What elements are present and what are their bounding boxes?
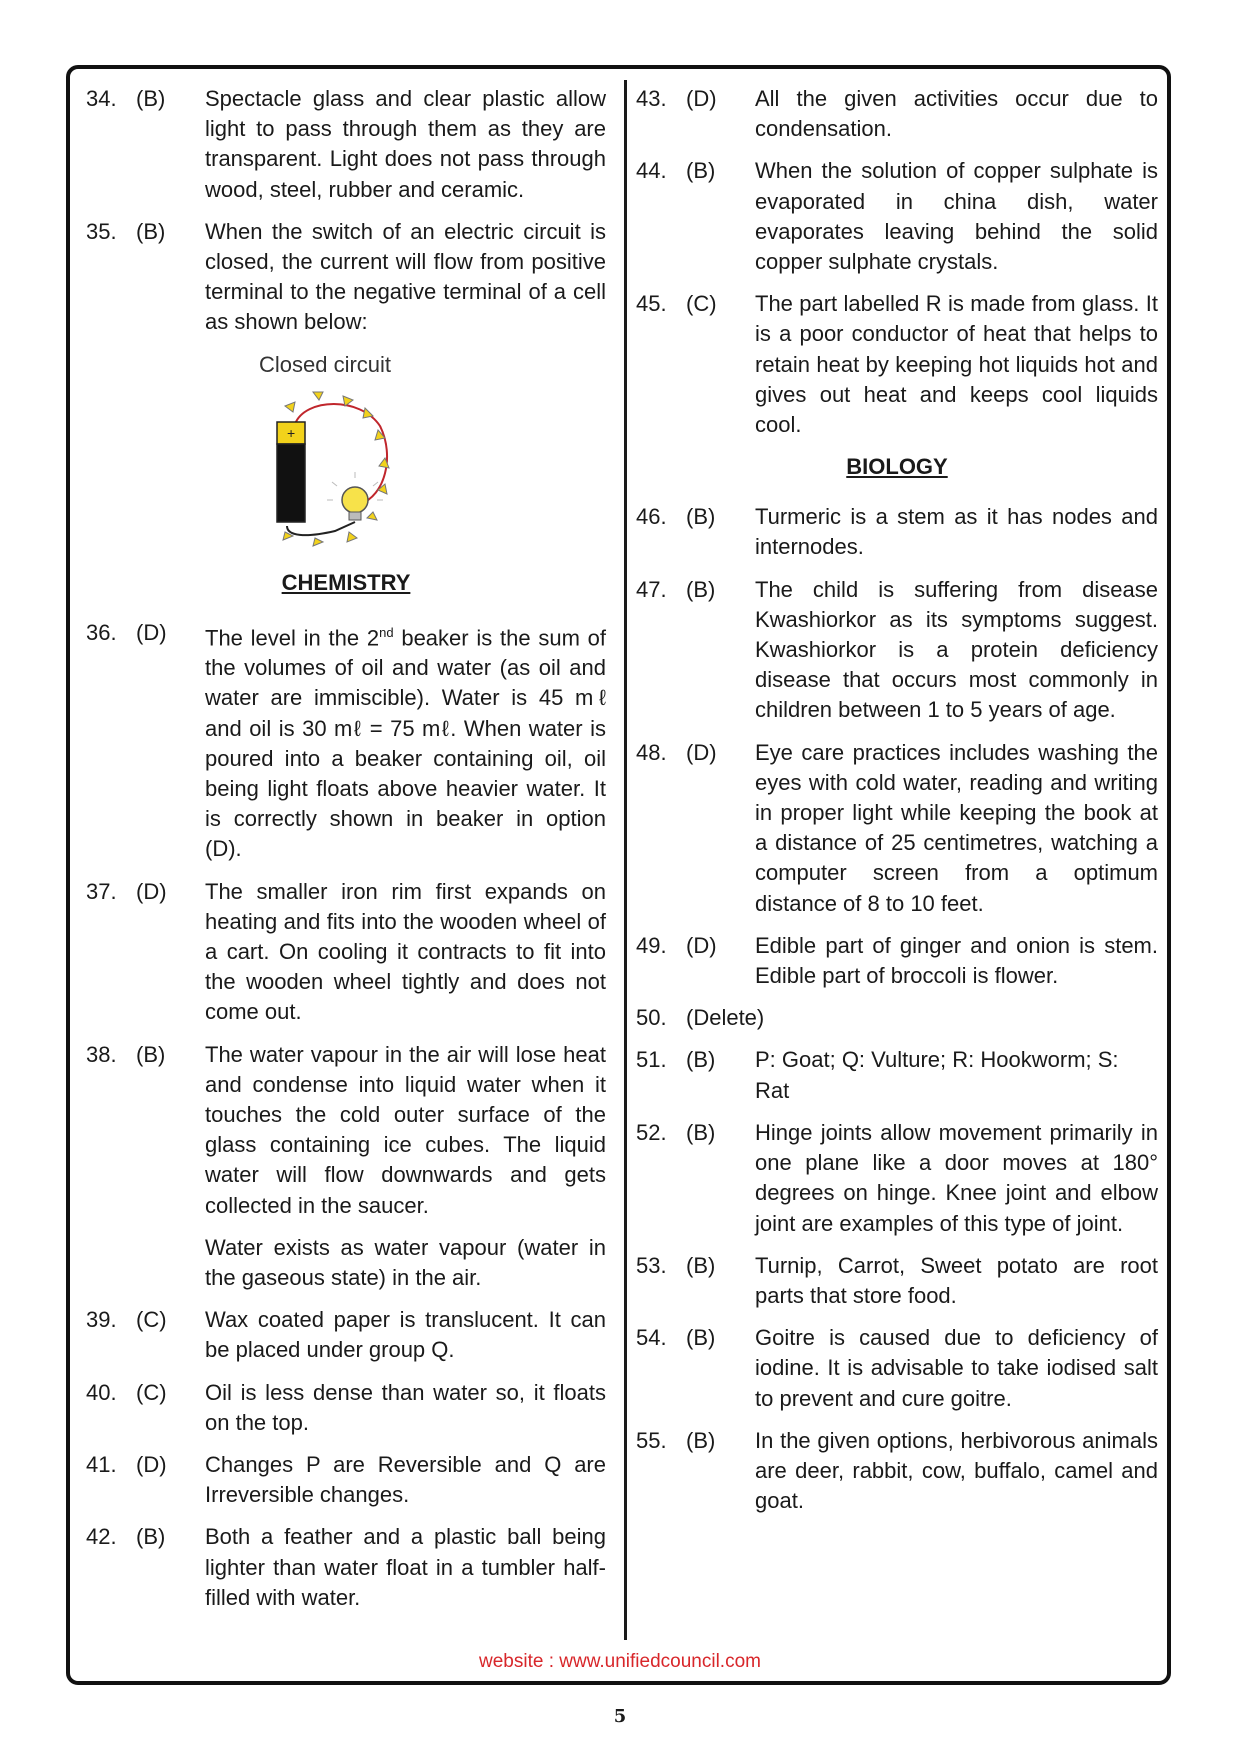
answer-54: [636, 1323, 1158, 1414]
question-number: 42.: [86, 1524, 117, 1550]
question-number: 49.: [636, 932, 667, 958]
answer-option: (C): [686, 291, 717, 317]
closed-circuit-figure: [205, 350, 445, 556]
answer-45: [636, 289, 1158, 440]
answer-option: (B): [686, 1119, 716, 1145]
answer-option: (B): [136, 218, 166, 244]
answer-43: [636, 84, 1158, 144]
answer-option: (B): [136, 86, 166, 111]
answer-option: (D): [136, 878, 167, 904]
explanation-part: The level in the 2: [205, 624, 380, 650]
answer-explanation: Hinge joints allow movement primarily in one plane like a door moves at 180° degrees on hinge. Knee joint and elbow joint are examples of this type of joint.: [755, 1119, 1158, 1236]
answer-42: [86, 1522, 606, 1613]
answer-option: (B): [686, 504, 716, 530]
answer-40: [86, 1378, 606, 1438]
answer-explanation: [205, 618, 606, 865]
section-heading-biology: BIOLOGY: [846, 454, 948, 480]
question-number: 53.: [636, 1252, 667, 1278]
question-number: 36.: [86, 619, 117, 645]
right-column: [636, 84, 1158, 1528]
answer-explanation: Turmeric is a stem as it has nodes and internodes.: [755, 504, 1158, 560]
answer-46: [636, 502, 1158, 562]
question-number: 35.: [86, 218, 117, 244]
question-number: 38.: [86, 1041, 117, 1067]
answer-option: (B): [686, 1427, 716, 1453]
answer-explanation: The part labelled R is made from glass. It is a poor conductor of heat that helps to retain heat by keeping hot liquids hot and gives out heat and keeps cool liquids cool.: [755, 291, 1158, 438]
answer-option: (C): [136, 1307, 167, 1333]
answer-44: [636, 156, 1158, 277]
answer-41: [86, 1450, 606, 1510]
question-number: 52.: [636, 1119, 667, 1145]
answer-38-note: Water exists as water vapour (water in the gaseous state) in the air.: [205, 1234, 606, 1291]
question-number: 48.: [636, 739, 667, 765]
answer-explanation: Goitre is caused due to deficiency of iodine. It is advisable to take iodised salt to prevent and cure goitre.: [755, 1325, 1158, 1411]
question-number: 37.: [86, 878, 117, 904]
answer-47: [636, 575, 1158, 726]
answer-35: [86, 217, 606, 338]
answer-51: [636, 1045, 1158, 1105]
answer-37: [86, 877, 606, 1028]
answer-option: (B): [686, 1325, 716, 1351]
answer-explanation: All the given activities occur due to condensation.: [755, 86, 1158, 142]
column-divider: [624, 80, 627, 1640]
answer-34: [86, 84, 606, 205]
answer-39: [86, 1305, 606, 1365]
answer-option: (B): [686, 158, 716, 184]
answer-50: [636, 1003, 1158, 1033]
answer-option: (D): [136, 619, 167, 645]
answer-explanation: Turnip, Carrot, Sweet potato are root parts that store food.: [755, 1252, 1158, 1308]
answer-option: (B): [136, 1041, 166, 1067]
question-number: 43.: [636, 86, 667, 111]
section-heading-chemistry: CHEMISTRY: [281, 569, 411, 595]
answer-explanation: Wax coated paper is translucent. It can be placed under group Q.: [205, 1307, 606, 1363]
answer-38: [86, 1040, 606, 1221]
question-number: 45.: [636, 291, 667, 317]
left-column: [86, 84, 606, 1625]
answer-explanation: Oil is less dense than water so, it floats on the top.: [205, 1379, 606, 1435]
answer-explanation: Eye care practices includes washing the eyes with cold water, reading and writing in proper light while keeping the book at a distance of 25 centimetres, watching a computer screen from a optimum distance of 8 to 10 feet.: [755, 739, 1158, 916]
answer-explanation: Both a feather and a plastic ball being lighter than water float in a tumbler half-filled with water.: [205, 1524, 606, 1610]
question-number: 46.: [636, 504, 667, 530]
answer-option: (D): [136, 1452, 167, 1478]
bulb-icon: [342, 487, 368, 513]
figure-caption: Closed circuit: [258, 351, 392, 377]
answer-explanation: P: Goat; Q: Vulture; R: Hookworm; S: Rat: [755, 1047, 1119, 1103]
answer-option: (B): [136, 1524, 166, 1550]
answer-36: [86, 618, 606, 865]
website-footer: website : www.unifiedcouncil.com: [479, 1651, 761, 1672]
answer-explanation: When the switch of an electric circuit is closed, the current will flow from positive terminal to the negative terminal of a cell as shown below:: [205, 218, 606, 335]
answer-option: (B): [686, 1047, 716, 1073]
circuit-diagram: [265, 386, 405, 556]
superscript: nd: [379, 624, 394, 640]
explanation-part: beaker is the sum of the volumes of oil and water (as oil and water are immiscible). Water is 45 mℓ and oil is 30 mℓ = 75 mℓ. When water is poured into a beaker containing oil, oil being light floats above heavier water. It is correctly shown in beaker in option (D).: [205, 624, 606, 862]
question-number: 34.: [86, 86, 117, 111]
question-number: 39.: [86, 1307, 117, 1333]
answer-55: [636, 1426, 1158, 1517]
answer-explanation: When the solution of copper sulphate is evaporated in china dish, water evaporates leaving behind the solid copper sulphate crystals.: [755, 158, 1158, 275]
answer-explanation: Edible part of ginger and onion is stem. Edible part of broccoli is flower.: [755, 932, 1158, 989]
answer-option: (C): [136, 1379, 167, 1405]
question-number: 55.: [636, 1427, 667, 1453]
question-number: 41.: [86, 1452, 117, 1478]
question-number: 54.: [636, 1325, 667, 1351]
answer-explanation: The water vapour in the air will lose heat and condense into liquid water when it touches the cold outer surface of the glass containing ice cubes. The liquid water will flow downwards and gets collected in the saucer.: [205, 1041, 606, 1218]
answer-option: (D): [686, 739, 717, 765]
answer-option: (B): [686, 1252, 716, 1278]
answer-explanation: In the given options, herbivorous animals are deer, rabbit, cow, buffalo, camel and goat.: [755, 1427, 1158, 1514]
question-number: 47.: [636, 576, 667, 602]
battery-body: [277, 444, 305, 522]
battery-plus: +: [287, 424, 296, 441]
circuit-wire: [295, 404, 387, 504]
question-number: 51.: [636, 1047, 667, 1073]
bulb-base: [349, 512, 361, 520]
circuit-wire-bottom: [287, 522, 355, 535]
answer-52: [636, 1118, 1158, 1239]
question-number: 50.: [636, 1005, 667, 1031]
answer-explanation: The smaller iron rim first expands on heating and fits into the wooden wheel of a cart. On cooling it contracts to fit into the wooden wheel tightly and does not come out.: [205, 878, 606, 1025]
answer-explanation: Changes P are Reversible and Q are Irreversible changes.: [205, 1452, 606, 1508]
answer-option: (B): [686, 576, 716, 602]
answer-48: [636, 738, 1158, 919]
answer-49: [636, 931, 1158, 991]
answer-option: (D): [686, 932, 717, 958]
answer-option: (Delete): [686, 1005, 765, 1031]
question-number: 44.: [636, 158, 667, 184]
answer-explanation: Spectacle glass and clear plastic allow light to pass through them as they are transparent. Light does not pass through wood, steel, rubber and ceramic.: [205, 86, 606, 202]
question-number: 40.: [86, 1379, 117, 1405]
answer-53: [636, 1251, 1158, 1311]
answer-option: (D): [686, 86, 717, 111]
answer-explanation: The child is suffering from disease Kwashiorkor as its symptoms suggest. Kwashiorkor is a protein deficiency disease that occurs most commonly in children between 1 to 5 years of age.: [755, 576, 1158, 723]
page-number: 5: [613, 1706, 627, 1727]
